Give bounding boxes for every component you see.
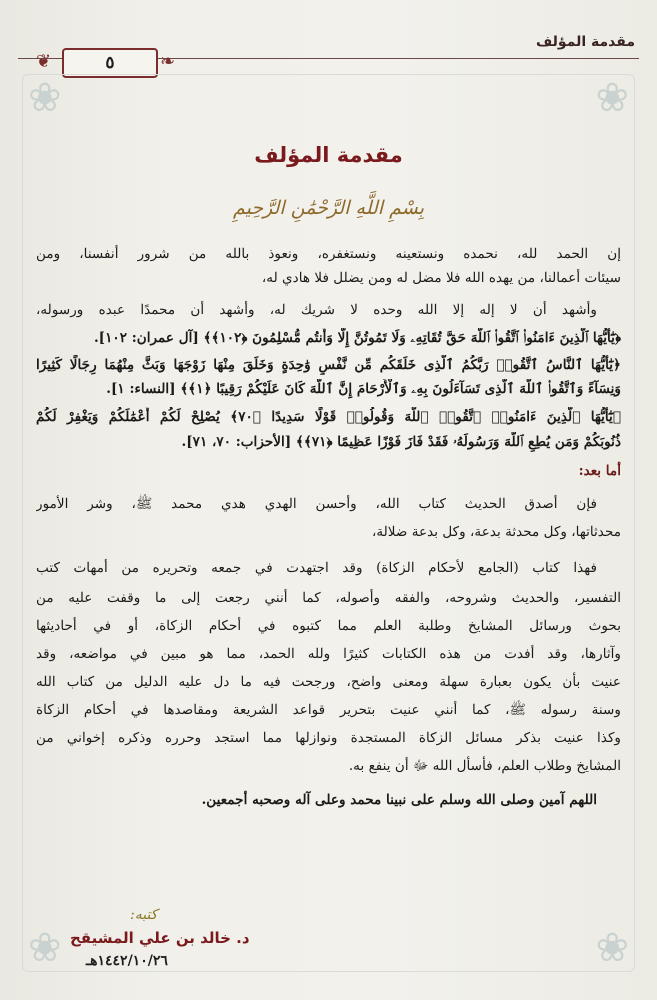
closing-prayer: اللهم آمين وصلى الله وسلم على نبينا محمد وعلى آله وصحبه أجمعين. — [201, 792, 597, 808]
quran-verse-line: ﴿يَٰٓأَيُّهَا ٱلَّذِينَ ءَامَنُوا۟ ٱتَّقُوا۟ ٱللَّهَ حَقَّ تُقَاتِهِۦ وَلَا تَمُوتُنَّ إِلَّا وَأَنتُم مُّسْلِمُونَ ﴿١٠٢﴾﴾ [آل عمران: ١٠٢]. — [93, 330, 621, 346]
signature-date: ١٤٤٢/١٠/٢٦هـ — [86, 953, 168, 969]
corner-ornament-icon: ❀ — [595, 75, 629, 121]
corner-ornament-icon: ❀ — [28, 75, 62, 121]
text-line: وآثارها، وقد أفدت من هذه الكتابات كثيرًا ولله الحمد، مما هو مبين في مواضعه، وقد — [36, 646, 621, 662]
text-line: فإن أصدق الحديث كتاب الله، وأحسن الهدي هدي محمد ﷺ، وشر الأمور — [36, 496, 597, 512]
text-line: سيئات أعمالنا، من يهده الله فلا مضل له ومن يضلل فلا هادي له، — [261, 270, 621, 286]
corner-ornament-icon: ❀ — [595, 925, 629, 971]
basmala: بِسْمِ اللَّهِ الرَّحْمَٰنِ الرَّحِيمِ — [233, 197, 424, 219]
page-number: ٥ — [62, 48, 158, 78]
text-line: بحوث ورسائل المشايخ وطلبة العلم مما كتبوه في أحكام الزكاة، أو في أحاديثها — [36, 618, 621, 634]
quran-verse-line: ﴿يَٰٓأَيُّهَا ٱلنَّاسُ ٱتَّقُوا۟ رَبَّكُمُ ٱلَّذِى خَلَقَكُم مِّن نَّفْسٍ وَٰحِدَةٍ وَخَلَقَ مِنْهَا زَوْجَهَا وَبَثَّ مِنْهُمَا رِجَالًا كَثِيرًا — [36, 357, 621, 373]
text-line: محدثاتها، وكل محدثة بدعة، وكل بدعة ضلالة، — [371, 524, 621, 540]
text-line: فهذا كتاب (الجامع لأحكام الزكاة) وقد اجتهدت في جمعه وتحريره من أمهات كتب — [36, 560, 597, 576]
signature-label: كتبه: — [130, 907, 158, 923]
section-heading: أما بعد: — [578, 463, 621, 479]
text-line: التفسير، والحديث وشروحه، والفقه وأصوله، كما أنني رجعت إلى ما وقفت عليه من — [36, 590, 621, 606]
text-line: وأشهد أن لا إله إلا الله وحده لا شريك له، وأشهد أن محمدًا عبده ورسوله، — [36, 302, 597, 318]
quran-verse-line: ذُنُوبَكُمْ وَمَن يُطِعِ ٱللَّهَ وَرَسُولَهُۥ فَقَدْ فَازَ فَوْزًا عَظِيمًا ﴿٧١﴾﴾ [الأحزاب: ٧٠، ٧١]. — [181, 434, 621, 450]
text-line: وسنة رسوله ﷺ، كما أنني عنيت بتحرير قواعد الشريعة ومقاصدها في أحكام الزكاة — [36, 702, 621, 718]
ornament-icon: ❦ — [36, 51, 52, 72]
text-line: عنيت بأن يكون بعبارة سهلة ومعنى واضح، ورجحت فيه ما دل عليه الدليل من كتاب الله — [36, 674, 621, 690]
author-name: د. خالد بن علي المشيقح — [70, 929, 250, 947]
quran-verse-line: وَنِسَآءً وَٱتَّقُوا۟ ٱللَّهَ ٱلَّذِى تَسَآءَلُونَ بِهِۦ وَٱلْأَرْحَامَ إِنَّ ٱللَّهَ كَانَ عَلَيْكُمْ رَقِيبًا ﴿١﴾﴾ [النساء: ١]. — [106, 381, 621, 397]
text-line: المشايخ وطلاب العلم، فأسأل الله ﷻ أن ينفع به. — [348, 758, 621, 774]
running-head: مقدمة المؤلف — [535, 34, 635, 50]
corner-ornament-icon: ❀ — [28, 925, 62, 971]
text-line: وكذا عنيت بذكر مسائل الزكاة المستجدة ونوازلها مما استجد وحرره وذكره إخواني من — [36, 730, 621, 746]
quran-verse-line: ﴿يَٰٓأَيُّهَا ٱلَّذِينَ ءَامَنُوا۟ ٱتَّقُوا۟ ٱللَّهَ وَقُولُوا۟ قَوْلًا سَدِيدًا ﴿٧٠﴾ يُصْلِحْ لَكُمْ أَعْمَٰلَكُمْ وَيَغْفِرْ لَكُمْ — [36, 409, 621, 425]
ornament-icon: ❧ — [160, 51, 176, 72]
text-line: إن الحمد لله، نحمده ونستعينه ونستغفره، ونعوذ بالله من شرور أنفسنا، ومن — [36, 246, 621, 262]
page-title: مقدمة المؤلف — [254, 143, 403, 167]
